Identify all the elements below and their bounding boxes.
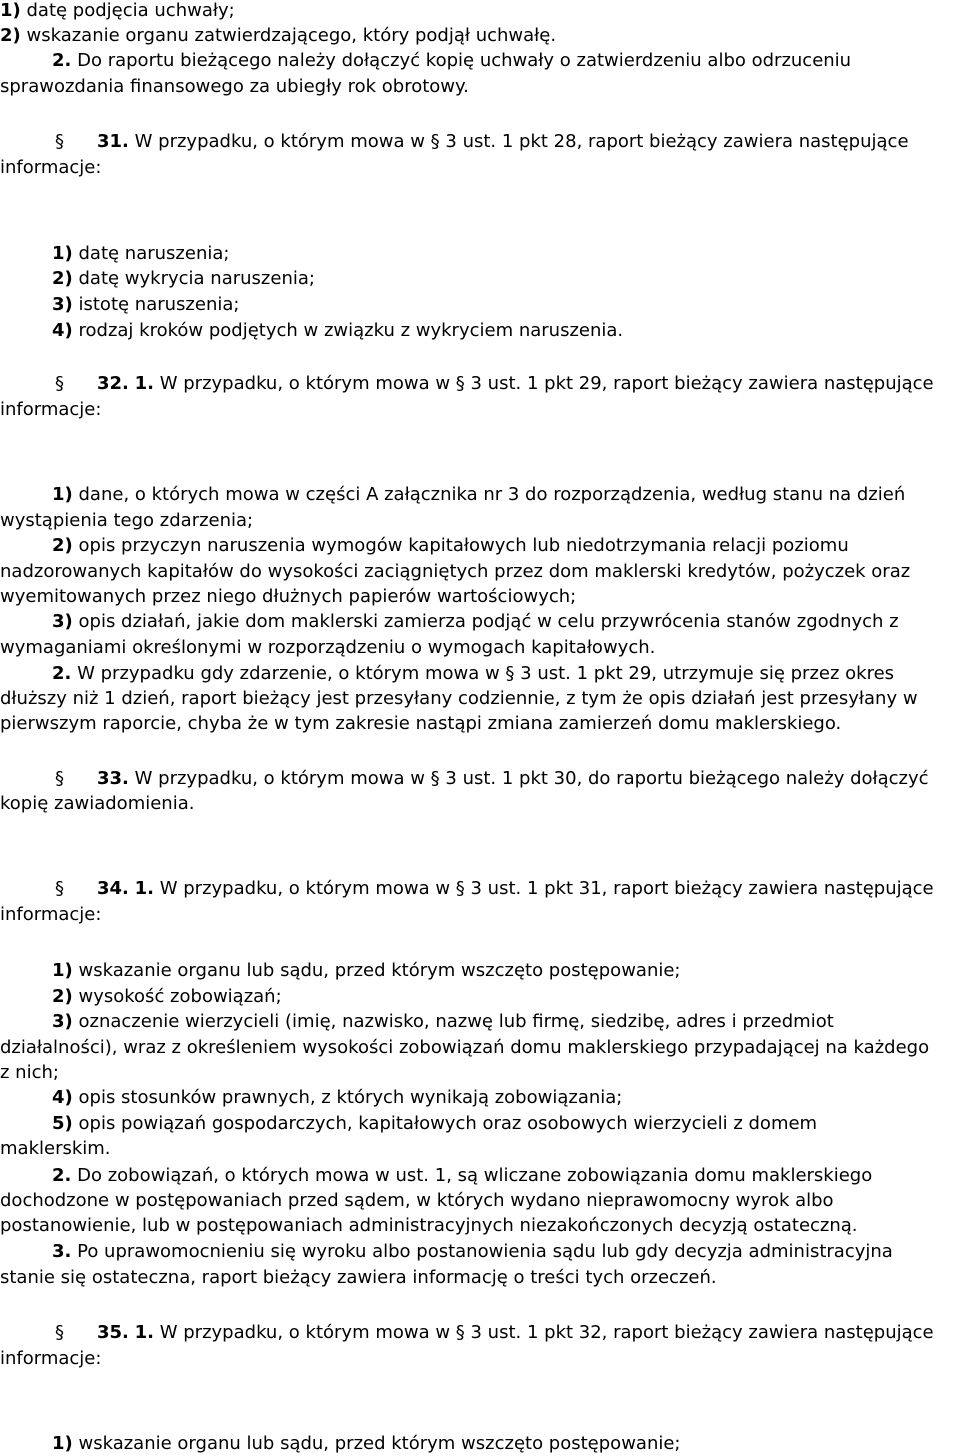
line-text: W przypadku, o którym mowa w § 3 ust. 1 pkt 32, raport bieżący zawiera następujące bbox=[159, 1322, 934, 1343]
text-line: dłuższy niż 1 dzień, raport bieżący jest przesyłany codziennie, z tym że opis działań jest przesyłany w bbox=[0, 688, 918, 709]
text-line: dochodzone w postępowaniach przed sądem, w których wydano nieprawomocny wyrok albo bbox=[0, 1190, 834, 1211]
subsection-number: 1. bbox=[134, 878, 154, 899]
section-symbol: § bbox=[55, 1322, 64, 1343]
section-line bbox=[55, 131, 909, 153]
list-item bbox=[52, 1113, 817, 1135]
text-line: kopię zawiadomienia. bbox=[0, 793, 195, 814]
paragraph-number: 2. bbox=[52, 50, 72, 71]
line-text: datę wykrycia naruszenia; bbox=[78, 268, 315, 289]
text-line: z nich; bbox=[0, 1062, 59, 1083]
line-text: wysokość zobowiązań; bbox=[78, 986, 282, 1007]
list-item bbox=[52, 484, 905, 506]
item-number: 4) bbox=[52, 1087, 73, 1108]
section-number: 33. bbox=[97, 768, 129, 789]
section-number: 34. bbox=[97, 878, 129, 899]
list-item bbox=[52, 243, 229, 265]
text-line: informacje: bbox=[0, 1348, 102, 1369]
line-text: dane, o których mowa w części A załącznika nr 3 do rozporządzenia, według stanu na dzień bbox=[78, 484, 906, 505]
section-number: 31. bbox=[97, 131, 129, 152]
section-symbol: § bbox=[55, 131, 64, 152]
list-item bbox=[0, 25, 556, 47]
list-item bbox=[52, 1011, 834, 1033]
list-item bbox=[52, 268, 315, 290]
list-item bbox=[52, 294, 239, 316]
section-number: 35. bbox=[97, 1322, 129, 1343]
text-line: wymaganiami określonymi w rozporządzeniu o wymogach kapitałowych. bbox=[0, 637, 656, 658]
text-line: informacje: bbox=[0, 399, 102, 420]
item-number: 2) bbox=[0, 25, 21, 46]
list-item bbox=[0, 0, 235, 22]
item-number: 3) bbox=[52, 1011, 73, 1032]
text-line: działalności), wraz z określeniem wysokości zobowiązań domu maklerskiego przypadającej na każdego bbox=[0, 1037, 930, 1058]
section-line bbox=[55, 768, 929, 790]
text-line: stanie się ostateczna, raport bieżący zawiera informację o treści tych orzeczeń. bbox=[0, 1267, 717, 1288]
section-symbol: § bbox=[55, 373, 64, 394]
text-line: sprawozdania finansowego za ubiegły rok obrotowy. bbox=[0, 76, 469, 97]
line-text: W przypadku, o którym mowa w § 3 ust. 1 pkt 30, do raportu bieżącego należy dołączyć bbox=[134, 768, 929, 789]
text-line: informacje: bbox=[0, 904, 102, 925]
line-text: datę naruszenia; bbox=[78, 243, 230, 264]
item-number: 4) bbox=[52, 320, 73, 341]
line-text: wskazanie organu lub sądu, przed którym wszczęto postępowanie; bbox=[78, 960, 681, 981]
section-line bbox=[55, 878, 934, 900]
list-item bbox=[52, 986, 282, 1008]
line-text: opis przyczyn naruszenia wymogów kapitałowych lub niedotrzymania relacji poziomu bbox=[78, 535, 849, 556]
line-text: wskazanie organu lub sądu, przed którym wszczęto postępowanie; bbox=[78, 1433, 681, 1454]
numbered-paragraph bbox=[52, 50, 851, 72]
item-number: 2) bbox=[52, 535, 73, 556]
item-number: 2) bbox=[52, 268, 73, 289]
paragraph-number: 2. bbox=[52, 663, 72, 684]
section-symbol: § bbox=[55, 878, 64, 899]
line-text: opis powiązań gospodarczych, kapitałowych oraz osobowych wierzycieli z domem bbox=[78, 1113, 818, 1134]
item-number: 5) bbox=[52, 1113, 73, 1134]
item-number: 1) bbox=[52, 484, 73, 505]
subsection-number: 1. bbox=[134, 373, 154, 394]
list-item bbox=[52, 1433, 681, 1455]
line-text: datę podjęcia uchwały; bbox=[26, 0, 235, 21]
list-item bbox=[52, 535, 849, 557]
text-line: wystąpienia tego zdarzenia; bbox=[0, 510, 254, 531]
line-text: W przypadku, o którym mowa w § 3 ust. 1 pkt 31, raport bieżący zawiera następujące bbox=[159, 878, 934, 899]
text-line: informacje: bbox=[0, 157, 102, 178]
item-number: 1) bbox=[52, 960, 73, 981]
text-line: wyemitowanych przez niego dłużnych papierów wartościowych; bbox=[0, 586, 577, 607]
text-line: pierwszym raporcie, chyba że w tym zakresie nastąpi zmiana zamierzeń domu maklerskiego. bbox=[0, 713, 842, 734]
numbered-paragraph bbox=[52, 1241, 893, 1263]
item-number: 1) bbox=[52, 1433, 73, 1454]
text-line: maklerskim. bbox=[0, 1138, 111, 1159]
text-line: postanowienie, lub w postępowaniach administracyjnych niezakończonych decyzją ostateczną. bbox=[0, 1215, 858, 1236]
line-text: W przypadku gdy zdarzenie, o którym mowa w § 3 ust. 1 pkt 29, utrzymuje się przez okres bbox=[77, 663, 895, 684]
line-text: opis stosunków prawnych, z których wynikają zobowiązania; bbox=[78, 1087, 623, 1108]
line-text: oznaczenie wierzycieli (imię, nazwisko, nazwę lub firmę, siedzibę, adres i przedmiot bbox=[78, 1011, 834, 1032]
line-text: istotę naruszenia; bbox=[78, 294, 240, 315]
text-line: nadzorowanych kapitałów do wysokości zaciągniętych przez dom maklerski kredytów, pożyczek oraz bbox=[0, 561, 911, 582]
paragraph-number: 3. bbox=[52, 1241, 72, 1262]
section-line bbox=[55, 373, 934, 395]
list-item bbox=[52, 960, 681, 982]
line-text: W przypadku, o którym mowa w § 3 ust. 1 pkt 29, raport bieżący zawiera następujące bbox=[159, 373, 934, 394]
section-number: 32. bbox=[97, 373, 129, 394]
section-line bbox=[55, 1322, 934, 1344]
line-text: wskazanie organu zatwierdzającego, który podjął uchwałę. bbox=[26, 25, 557, 46]
item-number: 1) bbox=[0, 0, 21, 21]
line-text: opis działań, jakie dom maklerski zamierza podjąć w celu przywrócenia stanów zgodnych z bbox=[78, 611, 899, 632]
paragraph-number: 2. bbox=[52, 1165, 72, 1186]
item-number: 1) bbox=[52, 243, 73, 264]
line-text: Do zobowiązań, o których mowa w ust. 1, są wliczane zobowiązania domu maklerskiego bbox=[77, 1165, 873, 1186]
subsection-number: 1. bbox=[134, 1322, 154, 1343]
item-number: 3) bbox=[52, 611, 73, 632]
numbered-paragraph bbox=[52, 1165, 872, 1187]
line-text: Do raportu bieżącego należy dołączyć kopię uchwały o zatwierdzeniu albo odrzuceniu bbox=[77, 50, 852, 71]
list-item bbox=[52, 1087, 622, 1109]
section-symbol: § bbox=[55, 768, 64, 789]
line-text: rodzaj kroków podjętych w związku z wykryciem naruszenia. bbox=[78, 320, 624, 341]
list-item bbox=[52, 320, 623, 342]
line-text: W przypadku, o którym mowa w § 3 ust. 1 pkt 28, raport bieżący zawiera następujące bbox=[134, 131, 909, 152]
line-text: Po uprawomocnieniu się wyroku albo postanowienia sądu lub gdy decyzja administracyjna bbox=[77, 1241, 893, 1262]
item-number: 3) bbox=[52, 294, 73, 315]
list-item bbox=[52, 611, 899, 633]
numbered-paragraph bbox=[52, 663, 894, 685]
item-number: 2) bbox=[52, 986, 73, 1007]
